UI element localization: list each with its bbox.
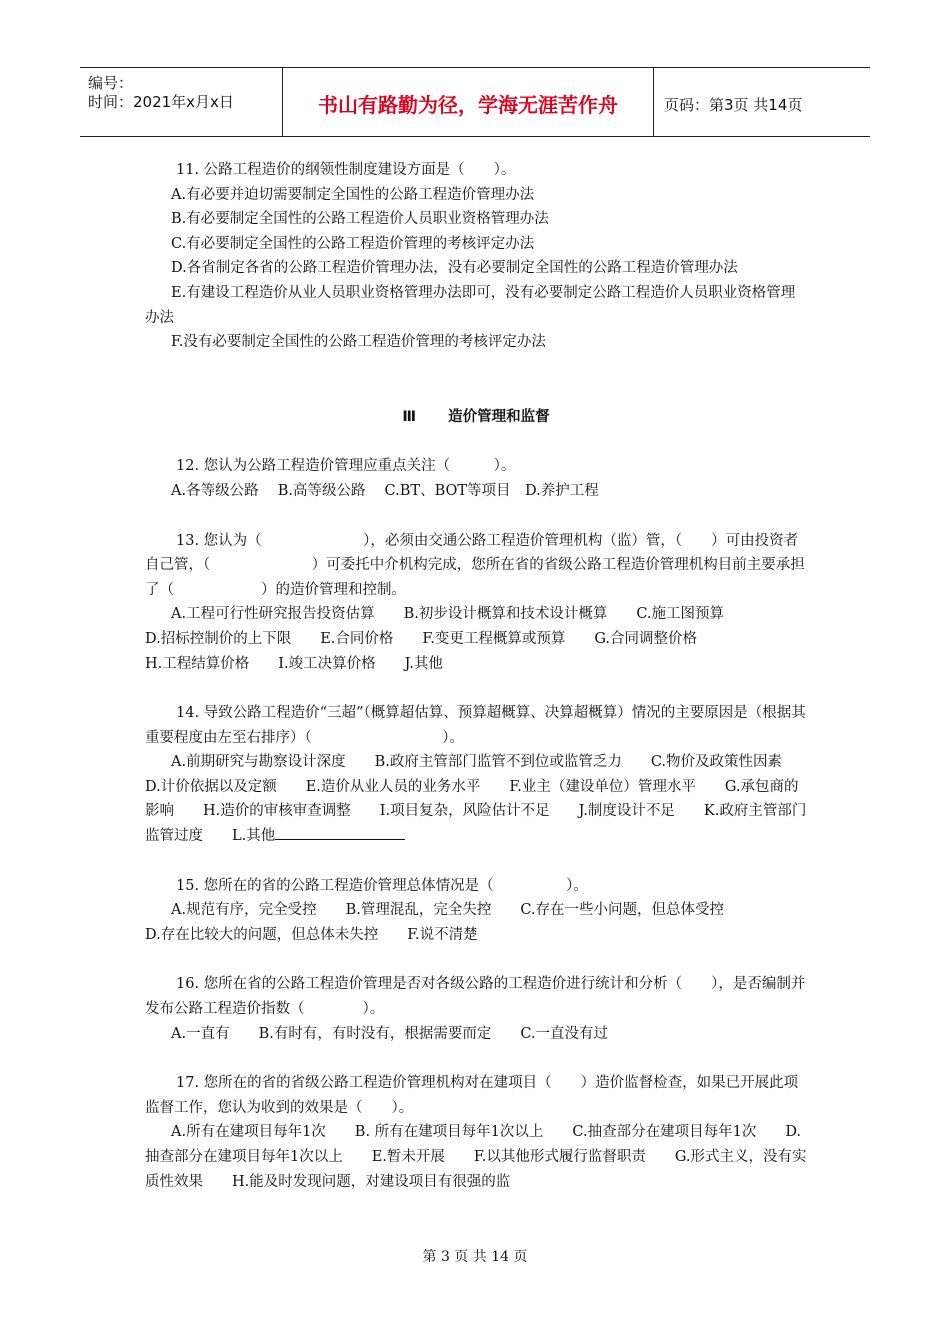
header-motto: 书山有路勤为径，学海无涯苦作舟	[318, 93, 618, 117]
option-list: D.招标控制价的上下限 E.合同价格 F.变更工程概算或预算 G.合同调整价格	[145, 630, 697, 647]
option-list: A.各等级公路 B.高等级公路 C.BT、BOT等项目 D.养护工程	[171, 482, 599, 499]
option-item: B.有必要制定全国性的公路工程造价人员职业资格管理办法	[171, 211, 549, 228]
page-footer: 第 3 页 共 14 页	[422, 1249, 528, 1265]
option-text: A.前期研究与勘察设计深度 B.政府主管部门监管不到位或监管乏力 C.物价及政策性因素 D.计价依据以及定额 E.造价从业人员的业务水平 F.业主（建设单位）管理水平 G.承包商的影响 H.造价的审核审查调整 I.项目复杂，风险估计不足 J.制度设计不足 K.政府主管部门监管过度 L.其他	[145, 754, 812, 845]
header-divider	[653, 68, 654, 136]
question-14: 14. 导致公路工程造价“三超”（概算超估算、预算超概算、决算超概算）情况的主要原因是（根据其重要程度由左至右排序）（ ）。	[145, 705, 806, 746]
option-list: H.工程结算价格 I.竣工决算价格 J.其他	[145, 655, 443, 672]
document-body	[145, 158, 812, 1194]
option-item: A.有必要并迫切需要制定全国性的公路工程造价管理办法	[171, 186, 535, 203]
option-list: A.所有在建项目每年1次 B. 所有在建项目每年1次以上 C.抽查部分在建项目每年1次 D. 抽查部分在建项目每年1次以上 E.暂未开展 F.以其他形式履行监督职责 G.形式主义，没有实质性效果 H.能及时发现问题，对建设项目有很强的监	[145, 1124, 807, 1190]
question-17: 17. 您所在的省的省级公路工程造价管理机构对在建项目（ ）造价监督检查，如果已开展此项监督工作，您认为收到的效果是（ ）。	[145, 1075, 799, 1116]
option-list: A.规范有序，完全受控 B.管理混乱，完全失控 C.存在一些小问题，但总体受控	[171, 902, 725, 919]
section-heading	[145, 405, 807, 430]
document-number: 编号：	[88, 74, 134, 92]
page-header	[80, 67, 870, 137]
option-list	[145, 750, 812, 848]
option-list: D.存在比较大的问题，但总体未失控 F.说不清楚	[145, 926, 478, 943]
question-16: 16. 您所在省的公路工程造价管理是否对各级公路的工程造价进行统计和分析（ ），是否编制并发布公路工程造价指数（ ）。	[145, 976, 806, 1018]
section-numeral: Ⅲ	[402, 408, 417, 425]
option-list: A.工程可行性研究报告投资估算 B.初步设计概算和技术设计概算 C.施工图预算	[171, 606, 725, 623]
header-page-number: 页码：第3页 共14页	[664, 96, 803, 114]
question-12: 12. 您认为公路工程造价管理应重点关注（ ）。	[176, 458, 516, 475]
answer-blank	[275, 827, 405, 840]
question-15: 15. 您所在的省的公路工程造价管理总体情况是（ ）。	[176, 877, 588, 894]
option-item: C.有必要制定全国性的公路工程造价管理的考核评定办法	[171, 235, 535, 252]
option-item: F.没有必要制定全国性的公路工程造价管理的考核评定办法	[171, 334, 546, 351]
section-title: 造价管理和监督	[448, 408, 550, 425]
question-11: 11. 公路工程造价的纲领性制度建设方面是（ ）。	[176, 162, 516, 178]
option-item: E.有建设工程造价从业人员职业资格管理办法即可，没有必要制定公路工程造价人员职业资格管理办法	[145, 284, 796, 326]
document-date: 时间：2021年x月x日	[88, 93, 234, 111]
option-list: A.一直有 B.有时有，有时没有，根据需要而定 C.一直没有过	[171, 1025, 609, 1042]
option-item: D.各省制定各省的公路工程造价管理办法，没有必要制定全国性的公路工程造价管理办法	[171, 260, 738, 277]
question-13: 13. 您认为（ ），必须由交通公路工程造价管理机构（监）管，（ ）可由投资者自己管，（ ）可委托中介机构完成，您所在省的省级公路工程造价管理机构目前主要承担了（ ）的造价管理和控制。	[145, 532, 805, 598]
